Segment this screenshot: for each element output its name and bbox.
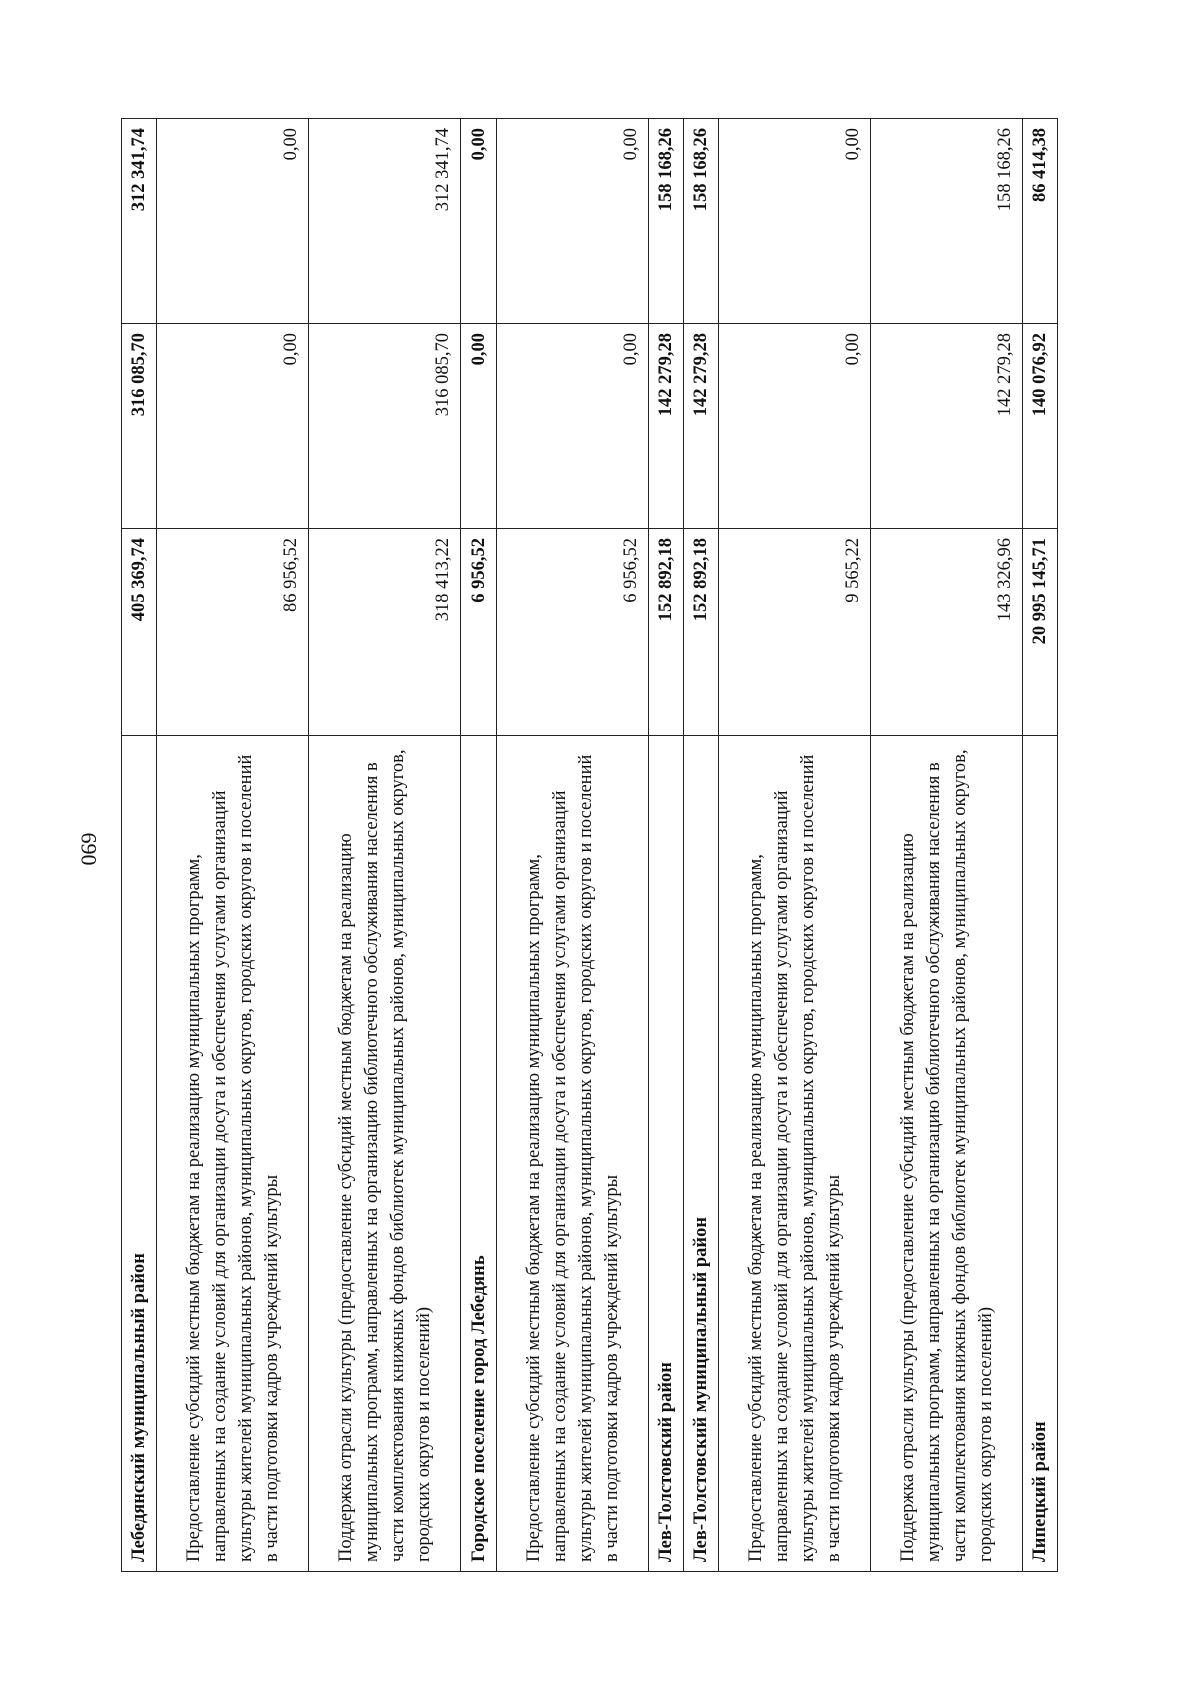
row-name-cell: Предоставление субсидий местным бюджетам на реализацию муниципальных программ, направленных на создание условий для организации досуга и обеспечения услугами организаций культуры жителей муниципальных районов, муниципальных округов, городских округов и поселений в части подготовки кадров учреждений культуры [497, 736, 649, 1572]
value-cell-1: 9 565,22 [719, 529, 871, 736]
value-cell-1: 318 413,22 [309, 529, 461, 736]
row-name-cell: Предоставление субсидий местным бюджетам на реализацию муниципальных программ, направленных на создание условий для организации досуга и обеспечения услугами организаций культуры жителей муниципальных районов, муниципальных округов, городских округов и поселений в части подготовки кадров учреждений культуры [157, 736, 309, 1572]
budget-table [121, 118, 1058, 1572]
value-cell-3: 0,00 [497, 119, 649, 324]
table-row [871, 119, 1023, 1572]
value-cell-1: 20 995 145,71 [1023, 529, 1058, 736]
value-cell-1: 143 326,96 [871, 529, 1023, 736]
value-cell-2: 140 076,92 [1023, 324, 1058, 529]
table-row [309, 119, 461, 1572]
table-row [157, 119, 309, 1572]
row-name-cell: Лев-Толстовский муниципальный район [684, 736, 719, 1572]
budget-table-rotated [121, 119, 1058, 1572]
value-cell-3: 158 168,26 [684, 119, 719, 324]
table-row [461, 119, 497, 1572]
value-cell-3: 0,00 [719, 119, 871, 324]
value-cell-1: 152 892,18 [684, 529, 719, 736]
table-row [719, 119, 871, 1572]
row-name-cell: Предоставление субсидий местным бюджетам на реализацию муниципальных программ, направленных на создание условий для организации досуга и обеспечения услугами организаций культуры жителей муниципальных районов, муниципальных округов, городских округов и поселений в части подготовки кадров учреждений культуры [719, 736, 871, 1572]
table-row [649, 119, 684, 1572]
value-cell-3: 86 414,38 [1023, 119, 1058, 324]
value-cell-3: 158 168,26 [871, 119, 1023, 324]
table-row [122, 119, 157, 1572]
table-row [684, 119, 719, 1572]
row-name-cell: Лев-Толстовский район [649, 736, 684, 1572]
table-row [497, 119, 649, 1572]
row-name-cell: Поддержка отрасли культуры (предоставление субсидий местным бюджетам на реализацию муниципальных программ, направленных на организацию библиотечного обслуживания населения в части комплектования книжных фондов библиотек муниципальных районов, муниципальных округов, городских округов и поселений) [871, 736, 1023, 1572]
value-cell-3: 312 341,74 [309, 119, 461, 324]
value-cell-2: 316 085,70 [309, 324, 461, 529]
budget-table-body [122, 119, 1058, 1572]
value-cell-1: 6 956,52 [497, 529, 649, 736]
value-cell-3: 0,00 [461, 119, 497, 324]
value-cell-3: 312 341,74 [122, 119, 157, 324]
value-cell-2: 142 279,28 [871, 324, 1023, 529]
value-cell-2: 0,00 [461, 324, 497, 529]
value-cell-2: 142 279,28 [649, 324, 684, 529]
page-number: 690 [76, 832, 102, 866]
row-name-cell: Липецкий район [1023, 736, 1058, 1572]
value-cell-3: 158 168,26 [649, 119, 684, 324]
value-cell-2: 0,00 [157, 324, 309, 529]
table-row [1023, 119, 1058, 1572]
row-name-cell: Лебедянский муниципальный район [122, 736, 157, 1572]
value-cell-2: 142 279,28 [684, 324, 719, 529]
value-cell-2: 0,00 [719, 324, 871, 529]
value-cell-3: 0,00 [157, 119, 309, 324]
row-name-cell: Поддержка отрасли культуры (предоставление субсидий местным бюджетам на реализацию муниципальных программ, направленных на организацию библиотечного обслуживания населения в части комплектования книжных фондов библиотек муниципальных районов, муниципальных округов, городских округов и поселений) [309, 736, 461, 1572]
value-cell-2: 0,00 [497, 324, 649, 529]
value-cell-1: 6 956,52 [461, 529, 497, 736]
value-cell-1: 86 956,52 [157, 529, 309, 736]
value-cell-1: 405 369,74 [122, 529, 157, 736]
value-cell-1: 152 892,18 [649, 529, 684, 736]
value-cell-2: 316 085,70 [122, 324, 157, 529]
row-name-cell: Городское поселение город Лебедянь [461, 736, 497, 1572]
